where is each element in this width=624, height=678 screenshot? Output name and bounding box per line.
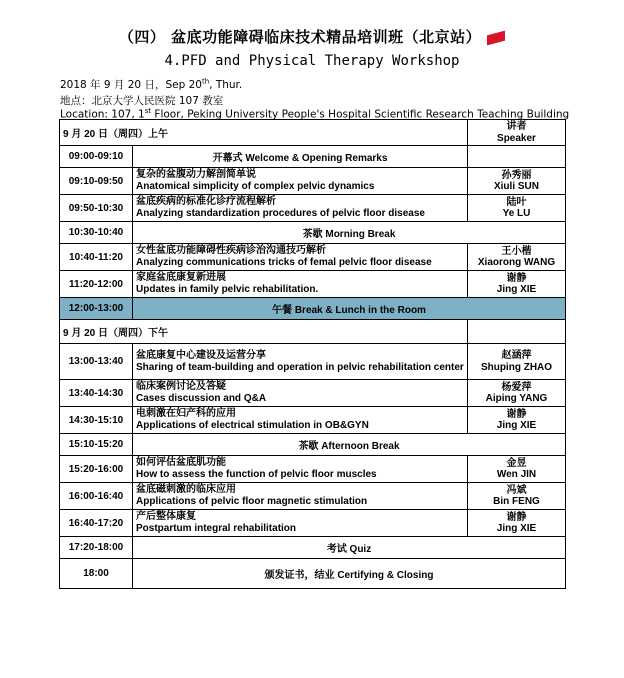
schedule-row (60, 380, 566, 407)
speaker-cell (468, 146, 566, 168)
schedule-row (60, 222, 566, 244)
break-label: 茶歇 Afternoon Break (133, 434, 566, 456)
session-time: 15:20-16:00 (60, 456, 133, 483)
speaker-en: Wen JIN (496, 469, 537, 480)
speaker-header: 讲者 Speaker (468, 120, 566, 146)
topic-zh: 复杂的盆腹动力解剖简单说 (136, 169, 256, 181)
session-time: 15:10-15:20 (60, 434, 133, 456)
topic-en: Analyzing communications tricks of femal pelvic floor disease (136, 257, 432, 269)
session-topic (133, 244, 468, 271)
schedule-row (60, 244, 566, 271)
speaker-zh: 谢静 (506, 408, 527, 420)
schedule-row (60, 146, 566, 168)
session-topic (133, 344, 468, 380)
session-time: 12:00-13:00 (60, 298, 133, 320)
location-en: Location: 107, 1st Floor, Peking University People's Hospital Scientific Research Teaching Building (60, 107, 570, 121)
topic-zh: 盆底疾病的标准化诊疗流程解析 (136, 196, 276, 208)
schedule-row (60, 298, 566, 320)
morning-header: 9 月 20 日（周四）上午 (60, 120, 468, 146)
session-topic (133, 271, 468, 298)
topic-en: Updates in family pelvic rehabilitation. (136, 284, 319, 296)
topic-zh: 临床案例讨论及答疑 (136, 381, 226, 393)
session-topic (133, 483, 468, 510)
speaker-en: Jing XIE (496, 523, 537, 534)
speaker-cell (468, 271, 566, 298)
session-time: 17:20-18:00 (60, 537, 133, 559)
speaker-zh: 谢静 (506, 272, 527, 284)
afternoon-header-row (60, 320, 566, 344)
topic-zh: 家庭盆底康复新进展 (136, 272, 226, 284)
speaker-cell (468, 407, 566, 434)
speaker-cell (468, 344, 566, 380)
speaker-cell (468, 320, 566, 344)
schedule-row (60, 195, 566, 222)
location-zh: 地点：北京大学人民医院 107 教室 (60, 95, 224, 107)
session-topic (133, 456, 468, 483)
session-time: 13:40-14:30 (60, 380, 133, 407)
speaker-en: Shuping ZHAO (480, 361, 553, 373)
topic-en: Postpartum integral rehabilitation (136, 523, 297, 535)
speaker-en: Ye LU (502, 208, 531, 219)
schedule-row (60, 456, 566, 483)
topic-en: Analyzing standardization procedures of pelvic floor disease (136, 208, 425, 220)
speaker-cell (468, 380, 566, 407)
morning-header-row (60, 120, 566, 146)
page-title (0, 26, 624, 47)
session-topic (133, 195, 468, 222)
session-time: 13:00-13:40 (60, 344, 133, 380)
break-label: 颁发证书，结业 Certifying & Closing (133, 559, 566, 589)
speaker-cell (468, 195, 566, 222)
topic-en: Anatomical simplicity of complex pelvic dynamics (136, 181, 375, 193)
speaker-cell (468, 510, 566, 537)
speaker-zh: 杨爱萍 (501, 381, 532, 393)
topic-zh: 盆底康复中心建设及运营分享 (136, 349, 266, 361)
schedule-row (60, 168, 566, 195)
date-line: 2018 年 9 月 20 日，Sep 20th, Thur. (60, 77, 243, 91)
title-text: （四） 盆底功能障碍临床技术精品培训班（北京站） (118, 28, 482, 46)
afternoon-header: 9 月 20 日（周四）下午 (60, 320, 468, 344)
speaker-en: Bin FENG (493, 496, 540, 507)
schedule-row (60, 483, 566, 510)
session-topic (133, 407, 468, 434)
schedule-row (60, 510, 566, 537)
speaker-zh: 赵涵萍 (501, 350, 532, 361)
page-subtitle: 4.PFD and Physical Therapy Workshop (164, 53, 460, 69)
schedule-row (60, 434, 566, 456)
session-topic (133, 510, 468, 537)
session-topic (133, 380, 468, 407)
speaker-cell (468, 456, 566, 483)
topic-en: Cases discussion and Q&A (136, 393, 267, 405)
session-time: 18:00 (60, 559, 133, 589)
schedule-row (60, 344, 566, 380)
session-time: 09:50-10:30 (60, 195, 133, 222)
flag-icon (487, 30, 505, 45)
speaker-cell (468, 483, 566, 510)
session-time: 16:00-16:40 (60, 483, 133, 510)
lunch-break: 午餐 Break & Lunch in the Room (133, 298, 566, 320)
speaker-en: Jing XIE (496, 420, 537, 431)
session-time: 10:30-10:40 (60, 222, 133, 244)
schedule-row (60, 559, 566, 589)
topic-zh: 产后整体康复 (136, 511, 196, 523)
speaker-en: Xiaorong WANG (477, 257, 556, 268)
session-time: 11:20-12:00 (60, 271, 133, 298)
break-label: 考试 Quiz (133, 537, 566, 559)
speaker-zh: 谢静 (506, 511, 527, 523)
session-time: 09:00-09:10 (60, 146, 133, 168)
schedule-row (60, 537, 566, 559)
break-label: 茶歇 Morning Break (133, 222, 566, 244)
schedule-table (59, 119, 566, 589)
topic-en: Applications of electrical stimulation in OB&GYN (136, 420, 369, 432)
speaker-cell (468, 168, 566, 195)
speaker-zh: 金昱 (506, 457, 527, 469)
topic-zh: 女性盆底功能障碍性疾病诊治沟通技巧解析 (136, 245, 326, 257)
session-time: 10:40-11:20 (60, 244, 133, 271)
topic-en: Applications of pelvic floor magnetic stimulation (136, 496, 368, 508)
session-time: 14:30-15:10 (60, 407, 133, 434)
session-topic (133, 168, 468, 195)
speaker-zh: 王小楷 (501, 245, 532, 257)
speaker-en: Jing XIE (496, 284, 537, 295)
schedule-row (60, 407, 566, 434)
topic-zh: 盆底磁刺激的临床应用 (136, 484, 236, 496)
schedule-row (60, 271, 566, 298)
topic-en: Sharing of team-building and operation in pelvic rehabilitation center (136, 361, 464, 373)
topic-en: How to assess the function of pelvic floor muscles (136, 469, 377, 481)
speaker-en: Xiuli SUN (493, 181, 539, 192)
speaker-zh: 冯斌 (506, 484, 527, 496)
speaker-cell (468, 244, 566, 271)
session-time: 16:40-17:20 (60, 510, 133, 537)
speaker-zh: 孙秀丽 (501, 169, 532, 181)
topic-zh: 如何评估盆底肌功能 (136, 457, 226, 469)
session-time: 09:10-09:50 (60, 168, 133, 195)
speaker-en: Aiping YANG (485, 393, 548, 404)
opening-remarks: 开幕式 Welcome & Opening Remarks (133, 146, 468, 168)
topic-zh: 电刺激在妇产科的应用 (136, 408, 236, 420)
speaker-zh: 陆叶 (506, 196, 527, 208)
